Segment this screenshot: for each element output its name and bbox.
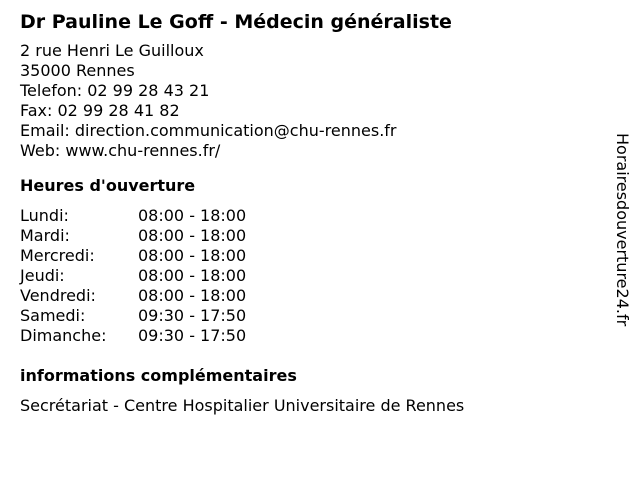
address-street: 2 rue Henri Le Guilloux	[20, 41, 204, 60]
practice-card	[20, 9, 600, 416]
hours-row-tuesday	[20, 226, 246, 246]
email-address: Email: direction.communication@chu-rennes.fr	[20, 121, 397, 140]
opening-hours-heading: Heures d'ouverture	[20, 176, 196, 195]
hours-row-friday	[20, 286, 246, 306]
page-title: Dr Pauline Le Goff - Médecin généraliste	[20, 11, 452, 33]
website-url: Web: www.chu-rennes.fr/	[20, 141, 221, 160]
additional-info-heading: informations complémentaires	[20, 366, 297, 385]
hours-row-sunday	[20, 326, 246, 346]
fax-number: Fax: 02 99 28 41 82	[20, 101, 180, 120]
time-range: 08:00 - 18:00	[138, 206, 247, 225]
day-label: Lundi:	[20, 206, 69, 225]
opening-hours-table	[20, 206, 246, 346]
day-label: Mardi:	[20, 226, 70, 245]
hours-row-thursday	[20, 266, 246, 286]
time-range: 08:00 - 18:00	[138, 286, 247, 305]
site-brand-label: Horairesdouverture24.fr	[613, 133, 632, 327]
contact-block	[20, 41, 600, 161]
time-range: 09:30 - 17:50	[138, 306, 247, 325]
time-range: 09:30 - 17:50	[138, 326, 247, 345]
time-range: 08:00 - 18:00	[138, 246, 247, 265]
time-range: 08:00 - 18:00	[138, 266, 247, 285]
hours-row-monday	[20, 206, 246, 226]
day-label: Dimanche:	[20, 326, 107, 345]
day-label: Vendredi:	[20, 286, 96, 305]
hours-row-wednesday	[20, 246, 246, 266]
address-city: 35000 Rennes	[20, 61, 135, 80]
hours-row-saturday	[20, 306, 246, 326]
day-label: Jeudi:	[20, 266, 65, 285]
additional-info-text: Secrétariat - Centre Hospitalier Universitaire de Rennes	[20, 396, 465, 415]
phone-number: Telefon: 02 99 28 43 21	[20, 81, 210, 100]
time-range: 08:00 - 18:00	[138, 226, 247, 245]
day-label: Mercredi:	[20, 246, 95, 265]
day-label: Samedi:	[20, 306, 86, 325]
